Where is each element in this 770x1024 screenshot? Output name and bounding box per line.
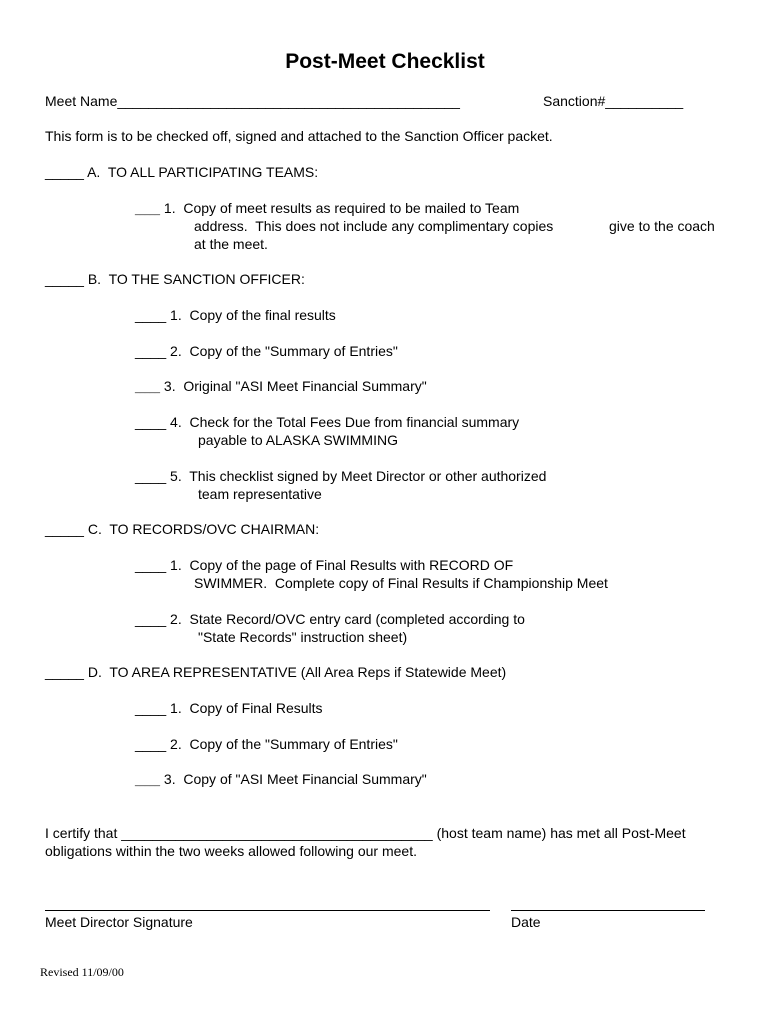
section-d-heading xyxy=(45,663,506,681)
section-c-checkbox-blank[interactable]: _____ xyxy=(45,521,84,537)
certify-suffix: (host team name) has met all Post-Meet xyxy=(436,825,686,841)
section-a-title: A. TO ALL PARTICIPATING TEAMS: xyxy=(87,164,319,180)
section-b-title: B. TO THE SANCTION OFFICER: xyxy=(87,271,305,287)
section-d-item-1 xyxy=(135,699,323,717)
sanction-label: Sanction# xyxy=(543,93,606,109)
section-b-item-2 xyxy=(135,342,398,360)
item-text-continued: at the meet. xyxy=(194,236,268,252)
meet-name-blank[interactable]: ____________________________________________ xyxy=(117,93,460,109)
sanction-blank[interactable]: __________ xyxy=(605,93,684,109)
item-text: 1. Copy of Final Results xyxy=(170,700,323,716)
meet-name-field[interactable] xyxy=(45,92,460,110)
certify-statement-line2: obligations within the two weeks allowed following our meet. xyxy=(45,843,417,859)
host-team-blank[interactable]: ________________________________________ xyxy=(121,825,433,841)
check-blank[interactable]: ____ xyxy=(135,468,167,484)
section-c-title: C. TO RECORDS/OVC CHAIRMAN: xyxy=(87,521,320,537)
item-text: 1. Copy of meet results as required to be mailed to Team xyxy=(163,200,520,216)
item-text: 4. Check for the Total Fees Due from financial summary xyxy=(170,414,520,430)
item-text: 2. State Record/OVC entry card (completed according to xyxy=(170,611,525,627)
item-aside-text: give to the coach xyxy=(609,218,715,234)
check-blank[interactable]: ____ xyxy=(135,414,167,430)
item-text: 5. This checklist signed by Meet Director or other authorized xyxy=(170,468,547,484)
section-d-item-2 xyxy=(135,735,398,753)
section-b-item-3 xyxy=(135,377,427,397)
section-d-checkbox-blank[interactable]: _____ xyxy=(45,664,84,680)
section-c-item-2 xyxy=(135,610,525,628)
item-text-continued: team representative xyxy=(198,486,322,502)
check-blank[interactable]: ____ xyxy=(135,736,167,752)
section-a-heading xyxy=(45,163,318,181)
section-c-heading xyxy=(45,520,319,538)
check-blank[interactable]: _____ xyxy=(135,776,161,786)
section-b-heading xyxy=(45,270,305,288)
page-title: Post-Meet Checklist xyxy=(285,50,485,73)
item-text: 2. Copy of the "Summary of Entries" xyxy=(170,736,398,752)
section-b-item-4 xyxy=(135,413,519,431)
item-text-continued: "State Records" instruction sheet) xyxy=(198,629,408,645)
item-text-continued: SWIMMER. Complete copy of Final Results if Championship Meet xyxy=(194,575,608,591)
item-text: 1. Copy of the page of Final Results with RECORD OF xyxy=(170,557,514,573)
check-blank[interactable]: _____ xyxy=(135,383,161,393)
instructions-text: This form is to be checked off, signed and attached to the Sanction Officer packet. xyxy=(45,128,553,144)
item-text-continued: payable to ALASKA SWIMMING xyxy=(198,432,398,448)
section-b-checkbox-blank[interactable]: _____ xyxy=(45,271,84,287)
date-line[interactable] xyxy=(511,910,705,911)
item-text: 3. Original "ASI Meet Financial Summary" xyxy=(163,378,427,394)
date-label: Date xyxy=(511,914,541,930)
item-text: 3. Copy of "ASI Meet Financial Summary" xyxy=(163,771,427,787)
check-blank[interactable]: _____ xyxy=(135,205,161,215)
check-blank[interactable]: ____ xyxy=(135,557,167,573)
section-b-item-5 xyxy=(135,467,546,485)
section-b-item-1 xyxy=(135,306,336,324)
item-text: 1. Copy of the final results xyxy=(170,307,336,323)
revised-date: Revised 11/09/00 xyxy=(40,965,124,979)
section-a-item-1 xyxy=(135,199,519,219)
check-blank[interactable]: ____ xyxy=(135,343,167,359)
check-blank[interactable]: ____ xyxy=(135,307,167,323)
item-text-continued: address. This does not include any complimentary copies xyxy=(194,218,554,234)
item-text: 2. Copy of the "Summary of Entries" xyxy=(170,343,398,359)
section-c-item-1 xyxy=(135,556,513,574)
signature-label: Meet Director Signature xyxy=(45,914,193,930)
certify-prefix: I certify that xyxy=(45,825,118,841)
check-blank[interactable]: ____ xyxy=(135,700,167,716)
signature-line[interactable] xyxy=(45,910,490,911)
section-a-checkbox-blank[interactable]: _____ xyxy=(45,164,84,180)
meet-name-label: Meet Name xyxy=(45,93,118,109)
check-blank[interactable]: ____ xyxy=(135,611,167,627)
section-d-title: D. TO AREA REPRESENTATIVE (All Area Reps if Statewide Meet) xyxy=(87,664,507,680)
certify-statement xyxy=(45,824,686,842)
sanction-field[interactable] xyxy=(543,92,683,110)
section-d-item-3 xyxy=(135,770,427,790)
